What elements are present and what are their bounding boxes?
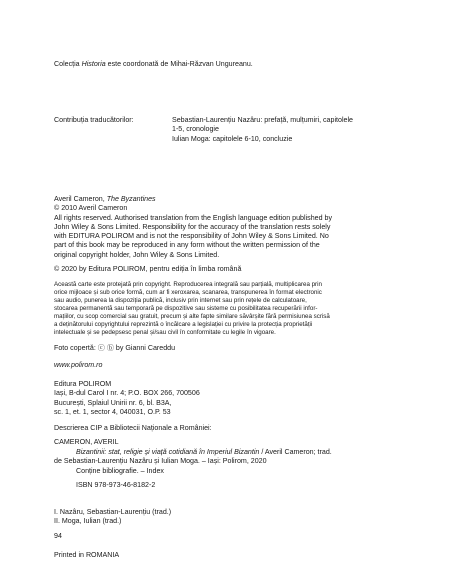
cip-block bbox=[54, 424, 452, 491]
legal-line-7: intelectuale și se pedepsesc penal și/sau civil în conformitate cu legile în vigoare. bbox=[54, 329, 276, 336]
original-title: The Byzantines bbox=[106, 195, 156, 203]
cip-translators-line: de Sebastian-Laurențiu Nazâru și Iulian Moga. – Iași: Polirom, 2020 bbox=[54, 456, 267, 465]
original-copyright: © 2010 Averil Cameron bbox=[54, 204, 128, 213]
legal-line-4: stocarea permanentă sau temporară pe dispozitive sau sisteme cu posibilitatea recuperării infor- bbox=[54, 305, 318, 312]
cip-title-rest: / Averil Cameron; trad. bbox=[259, 447, 332, 456]
series-post: este coordonată de Mihai-Răzvan Ungureanu. bbox=[105, 60, 253, 68]
cip-title: Bizantinii: stat, religie și viață cotidiană în Imperiul Bizantin bbox=[76, 447, 260, 456]
publisher-website: www.polirom.ro bbox=[54, 361, 103, 369]
publisher-address bbox=[54, 380, 452, 417]
legal-notice bbox=[54, 281, 452, 337]
edition-copyright: © 2020 by Editura POLIROM, pentru ediția în limba română bbox=[54, 265, 242, 273]
contributors-block bbox=[54, 508, 452, 527]
publisher-address-bucuresti: București, Splaiul Unirii nr. 6, bl. B3A, bbox=[54, 398, 172, 407]
contributor-2: II. Moga, Iulian (trad.) bbox=[54, 517, 122, 526]
cip-title-line bbox=[54, 448, 452, 457]
classification-number: 94 bbox=[54, 532, 62, 540]
publisher-address-iasi: Iași, B-dul Carol I nr. 4; P.O. BOX 266, 700506 bbox=[54, 389, 200, 398]
cip-heading: Descrierea CIP a Bibliotecii Naționale a României: bbox=[54, 424, 212, 432]
rights-line-2: John Wiley & Sons Limited. Responsibility for the accuracy of the translation rests solely bbox=[54, 222, 331, 231]
legal-line-3: sau audio, punerea la dispoziția publică, inclusiv prin internet sau prin rețele de calculatoare, bbox=[54, 297, 307, 304]
rights-line-3: with EDITURA POLIROM and is not the responsibility of John Wiley & Sons Limited. No bbox=[54, 232, 329, 241]
publisher-address-sector: sc. 1, et. 1, sector 4, 040031, O.P. 53 bbox=[54, 407, 171, 416]
cip-contents: Conține bibliografie. – Index bbox=[76, 467, 164, 476]
printed-in: Printed in ROMANIA bbox=[54, 551, 120, 559]
original-author: Averil Cameron, bbox=[54, 195, 107, 203]
publisher-name: Editura POLIROM bbox=[54, 380, 112, 388]
translator-2-line: Iulian Moga: capitolele 6-10, concluzie bbox=[172, 134, 293, 143]
legal-line-6: a deținătorului copyrightului reprezintă o încălcare a legislației cu privire la protecția proprietății bbox=[54, 321, 313, 328]
rights-line-5: original copyright holder, John Wiley & Sons Limited. bbox=[54, 250, 220, 259]
series-note bbox=[54, 60, 452, 69]
cip-author: CAMERON, AVERIL bbox=[54, 438, 119, 447]
original-edition-block bbox=[54, 195, 452, 260]
cover-credit: Foto copertă: ⓒ ⓑ by Gianni Careddu bbox=[54, 344, 176, 352]
translators-label: Contribuția traducătorilor: bbox=[54, 116, 134, 124]
contributor-1: I. Nazâru, Sebastian-Laurențiu (trad.) bbox=[54, 508, 172, 516]
series-pre: Colecția bbox=[54, 60, 82, 68]
translator-1-line-2: 1-5, cronologie bbox=[172, 125, 219, 134]
legal-line-2: orice mijloace și sub orice formă, cum ar fi xeroxarea, scanarea, transpunerea în format electronic bbox=[54, 289, 322, 296]
original-title-line bbox=[54, 195, 452, 204]
legal-line-5: mațiilor, cu scop comercial sau gratuit, precum și alte fapte similare săvârșite fără permisiunea scrisă bbox=[54, 313, 330, 320]
cip-isbn: ISBN 978-973-46-8182-2 bbox=[76, 481, 156, 490]
translator-1-line-1: Sebastian-Laurențiu Nazâru: prefață, mulțumiri, capitolele bbox=[172, 116, 353, 124]
legal-line-1: Această carte este protejată prin copyright. Reproducerea integrală sau parțială, multiplicarea prin bbox=[54, 281, 322, 288]
rights-line-4: part of this book may be reproduced in any form without the written permission of the bbox=[54, 241, 320, 250]
series-name: Historia bbox=[81, 60, 106, 68]
rights-line-1: All rights reserved. Authorised translation from the English language edition published by bbox=[54, 213, 333, 222]
